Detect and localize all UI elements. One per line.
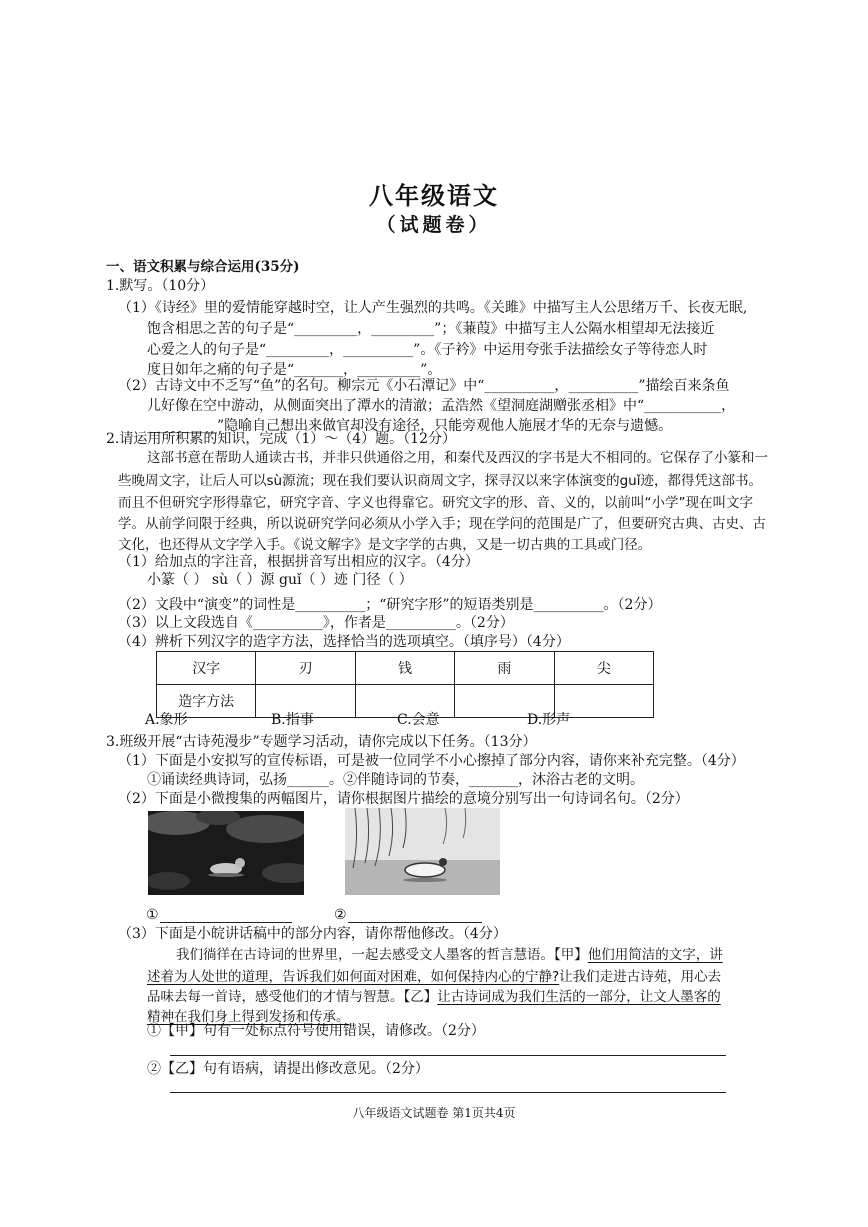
answer-blank-2[interactable]: ② (334, 907, 347, 923)
photo-lotus-duck (148, 811, 304, 895)
q3-sub3-item1: ①【甲】句有一处标点符号使用错误，请修改。（2分） (147, 1023, 485, 1039)
table-header-cell: 造字方法 (157, 685, 256, 718)
q3-title: 3.班级开展“古诗苑漫步”专题学习活动，请你完成以下任务。（13分） (106, 734, 537, 750)
answer-line-4[interactable] (170, 1092, 726, 1093)
q1-p1-line: （1）《诗经》里的爱情能穿越时空，让人产生强烈的共鸣。《关雎》中描写主人公思绪万千、长夜无眠, (118, 300, 748, 316)
q1-p1-line: 度日如年之痛的句子是“_______，_________”。 (147, 362, 442, 378)
char-method-table (156, 651, 654, 718)
q2-sub3: （3）以上文段选自《__________》，作者是__________。（2分） (118, 615, 514, 631)
photo-willow-bird (345, 808, 500, 895)
section-heading: 一、语文积累与综合运用(35分) (106, 259, 300, 275)
answer-blank-1[interactable]: ① (146, 907, 159, 923)
q2-passage-line: 这部书意在帮助人通读古书，并非只供通俗之用，和秦代及西汉的字书是大不相同的。它保存了小篆和一 (147, 450, 768, 466)
table-char-cell: 钱 (355, 652, 454, 685)
q2-passage-line: 文化，也还得从文字学入手。《说文解字》是文字学的古典，又是一切古典的工具或门径。 (118, 537, 652, 553)
q2-sub2: （2）文段中“演变”的词性是__________；“研究字形”的短语类别是__________。（2分） (118, 597, 662, 613)
speech-line (147, 968, 721, 987)
q1-p2-line: 儿好像在空中游动，从侧面突出了潭水的清澈；孟浩然《望洞庭湖赠张丞相》中“___________， (147, 398, 736, 414)
q2-sub1: （1）给加点的字注音，根据拼音写出相应的汉字。（4分） (118, 554, 479, 570)
q2-passage-line: 而且不但研究字形得靠它，研究字音、字义也得靠它。研究文字的形、音、义的，以前叫“小学”现在叫文字 (118, 495, 753, 511)
table-char-cell: 尖 (554, 652, 653, 685)
page-title: 八年级语文 (369, 181, 499, 210)
q1-title: 1.默写。（10分） (106, 278, 215, 294)
table-header-cell: 汉字 (157, 652, 256, 685)
speech-text: 让我们走进古诗苑，用心去 (559, 969, 722, 985)
q2-sub1-items: 小篆（ ） sù（ ）源 guǐ（ ）迹 门径（ ） (147, 572, 413, 588)
q3-sub3: （3）下面是小皖讲话稿中的部分内容，请你帮他修改。（4分） (118, 926, 507, 942)
q2-passage-line: 些晚周文字，让后人可以sù源流；现在我们要认识商周文字，探寻汉以来字体演变的guǐ迹，都得凭这部书。 (118, 473, 762, 489)
q1-p2-line: （2）古诗文中不乏写“鱼”的名句。柳宗元《小石潭记》中“__________，__________”描绘百来条鱼 (118, 378, 730, 394)
q3-sub1: （1）下面是小安拟写的宣传标语，可是被一位同学不小心擦掉了部分内容，请你来补充完整。（4分） (118, 753, 745, 769)
page-subtitle: （试题卷） (376, 214, 492, 236)
speech-underlined-jia: 他们用简洁的文字，讲 (587, 947, 723, 963)
q2-sub4: （4）辨析下列汉字的造字方法，选择恰当的选项填空。（填序号）（4分） (118, 634, 570, 650)
table-char-cell: 雨 (455, 652, 554, 685)
option-b: B.指事 (271, 712, 314, 728)
q3-sub2: （2）下面是小微搜集的两幅图片，请你根据图片描绘的意境分别写出一句诗词名句。（2分） (118, 791, 689, 807)
answer-line-2 (348, 922, 482, 923)
speech-text: 我们徜徉在古诗词的世界里，一起去感受文人墨客的哲言慧语。【甲】 (176, 947, 588, 963)
option-d: D.形声 (527, 712, 571, 728)
q3-sub1-body: ①诵读经典诗词，弘扬______。②伴随诗词的节奏，_______，沐浴古老的文明。 (147, 772, 644, 788)
q2-passage-line: 学。从前学问限于经典，所以说研究学问必须从小学入手；现在学问的范围是广了，但要研究古典、古史、古 (118, 516, 766, 532)
answer-line-1 (160, 922, 292, 923)
speech-underlined-jia: 述着为人处世的道理，告诉我们如何面对困难，如何保持内心的宁静? (147, 969, 560, 985)
option-c: C.会意 (397, 712, 440, 728)
q1-p2-line: __________”隐喻自己想出来做官却没有途径，只能旁观他人施展才华的无奈与遗憾。 (147, 418, 673, 434)
q3-sub3-item2: ②【乙】句有语病，请提出修改意见。（2分） (147, 1061, 429, 1077)
speech-underlined-yi: 精神在我们身上得到发扬和传承。 (147, 1009, 350, 1025)
table-char-cell: 刃 (256, 652, 355, 685)
option-a: A.象形 (145, 712, 188, 728)
speech-text: 品味去每一首诗，感受他们的才情与智慧。【乙】 (147, 989, 438, 1005)
q1-p1-line: 饱含相思之苦的句子是“_________，_________”；《蒹葭》中描写主人公隔水相望却无法接近 (147, 321, 715, 337)
speech-line (176, 946, 723, 965)
speech-underlined-yi: 让古诗词成为我们生活的一部分，让文人墨客的 (437, 989, 721, 1005)
q1-p1-line: 心爱之人的句子是“_________，__________”。《子衿》中运用夸张手法描绘女子等待恋人时 (147, 342, 708, 358)
page-footer: 八年级语文试题卷 第1页共4页 (352, 1106, 516, 1120)
speech-line (147, 988, 721, 1007)
answer-line-3[interactable] (170, 1055, 726, 1056)
q2-title: 2.请运用所积累的知识，完成（1）～（4）题。（12分） (106, 431, 456, 447)
